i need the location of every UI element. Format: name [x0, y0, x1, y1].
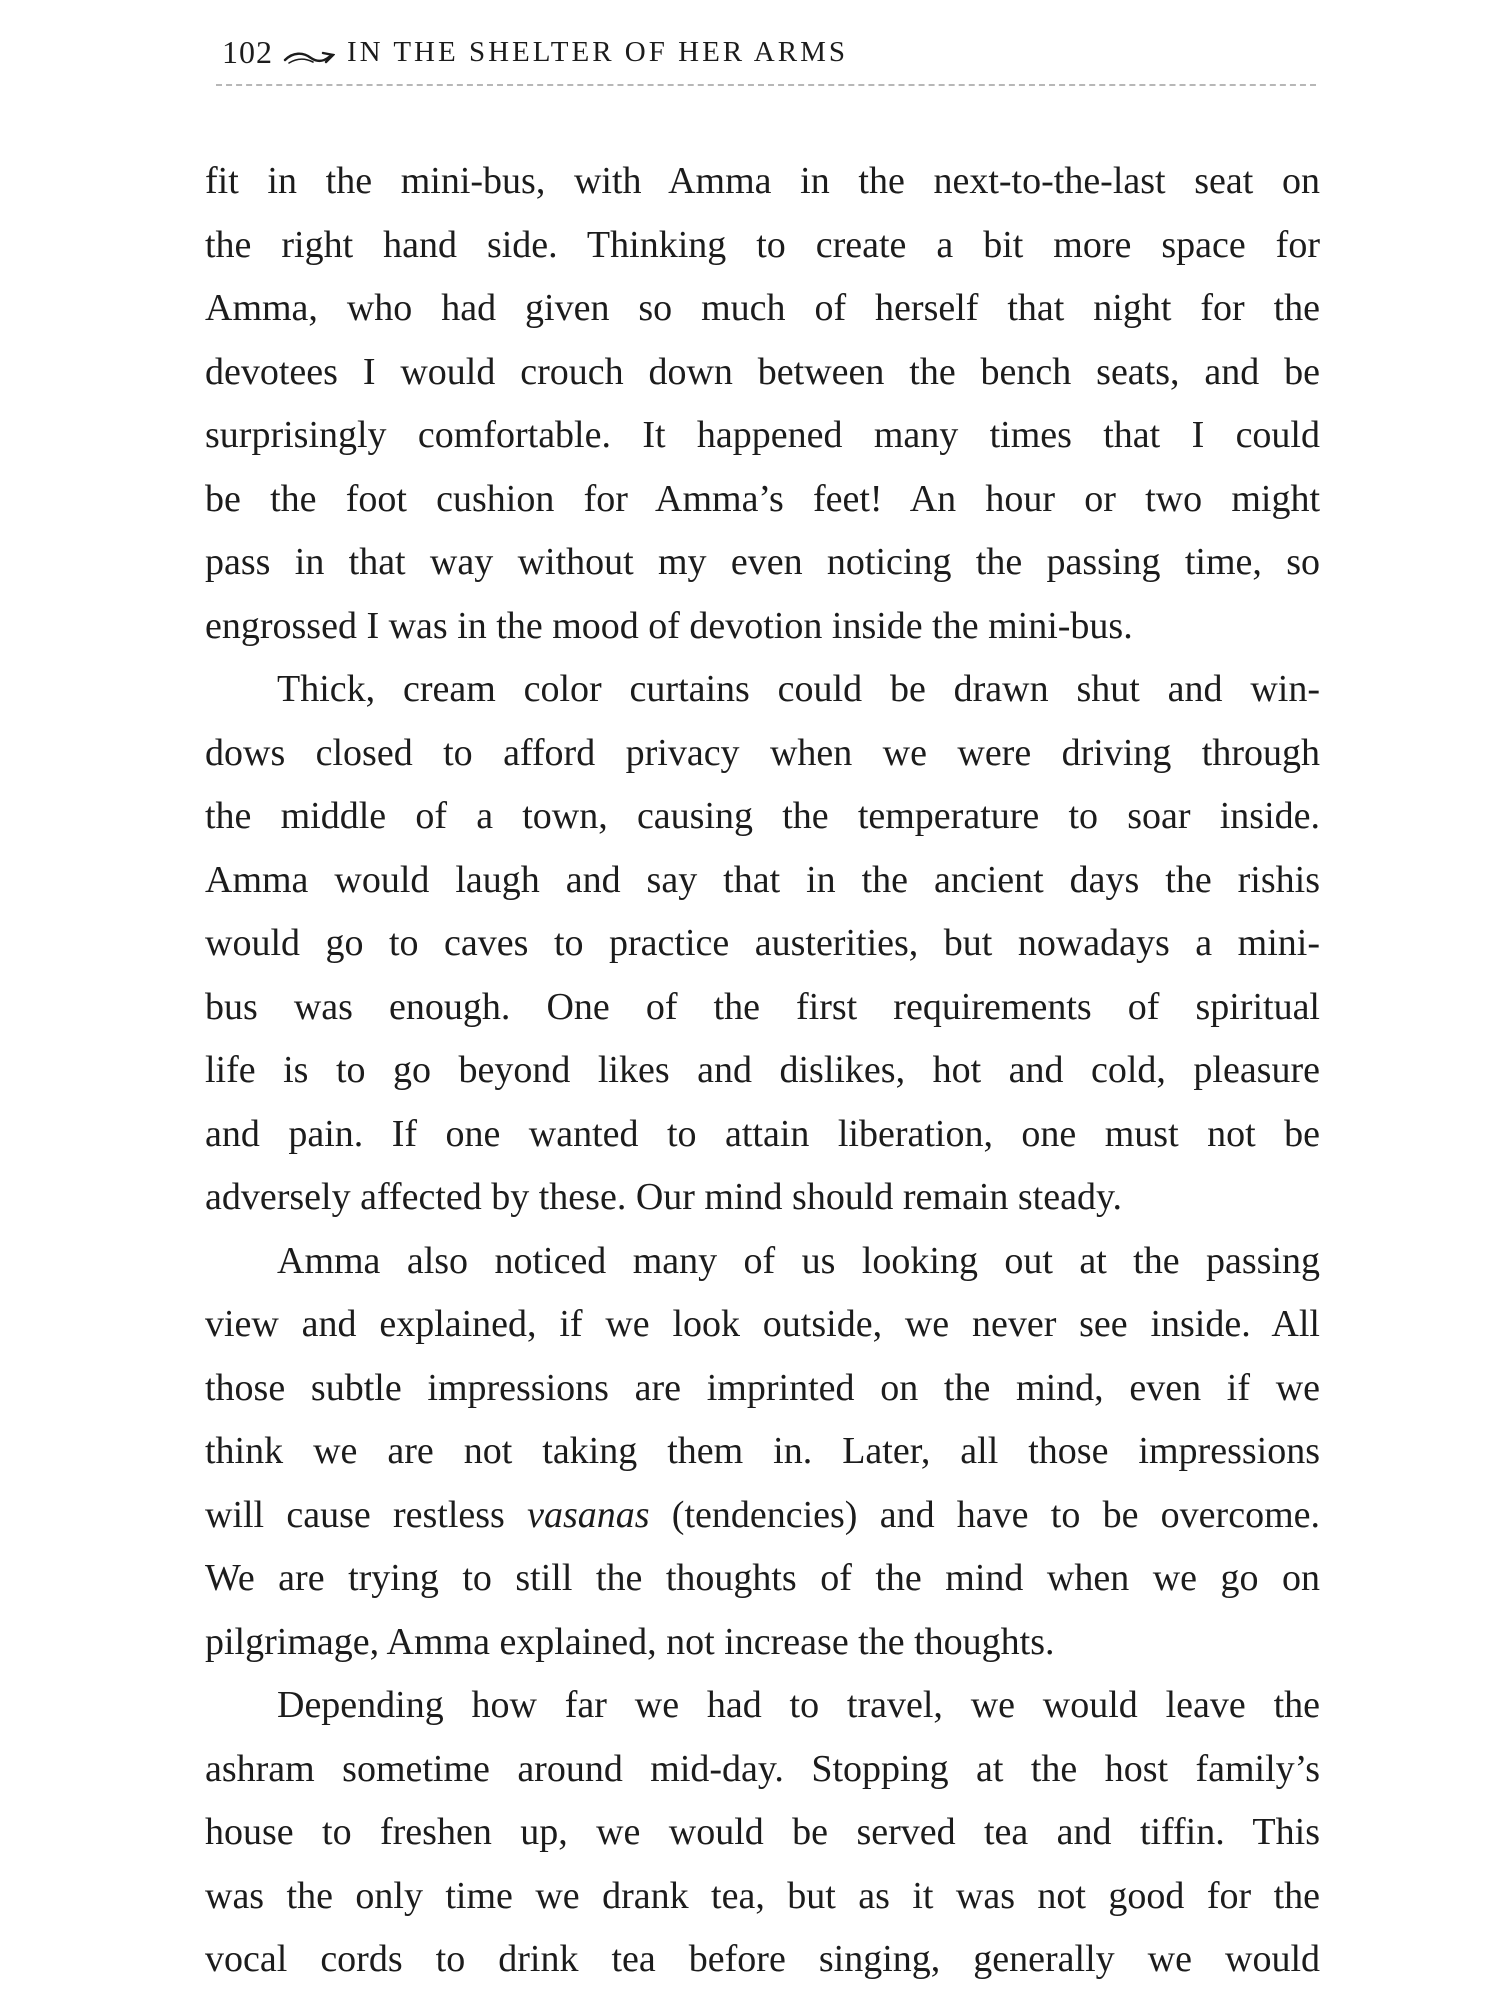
text-line: We are trying to still the thoughts of the mind when we go on	[205, 1557, 1320, 1599]
text-line: vocal cords to drink tea before singing, generally we would	[205, 1938, 1320, 1980]
text-line: surprisingly comfortable. It happened many times that I could	[205, 414, 1320, 456]
text-line: dows closed to afford privacy when we were driving through	[205, 731, 1320, 774]
page-number: 102	[222, 33, 273, 70]
text-line: would go to caves to practice austerities, but nowadays a mini-	[205, 922, 1320, 964]
text-line: fit in the mini-bus, with Amma in the next-to-the-last seat on	[205, 160, 1320, 202]
decorative-swash-icon	[283, 42, 335, 62]
text-line: house to freshen up, we would be served tea and tiffin. This	[205, 1811, 1320, 1853]
text-line: ashram sometime around mid-day. Stopping at the host family’s	[205, 1747, 1320, 1790]
text-line: think we are not taking them in. Later, all those impressions	[205, 1430, 1320, 1472]
text-line: bus was enough. One of the first requirements of spiritual	[205, 985, 1320, 1028]
text-line: engrossed I was in the mood of devotion inside the mini-bus.	[205, 604, 1133, 647]
text-line: pilgrimage, Amma explained, not increase the thoughts.	[205, 1620, 1055, 1663]
text-line: pass in that way without my even noticing the passing time, so	[205, 541, 1320, 583]
emphasized-term: vasanas	[527, 1493, 650, 1536]
running-head	[222, 28, 1312, 76]
text-line: Thick, cream color curtains could be drawn shut and win-	[277, 668, 1320, 710]
text-line: the right hand side. Thinking to create a bit more space for	[205, 223, 1320, 266]
text-segment: will cause restless	[205, 1493, 528, 1536]
text-line: those subtle impressions are imprinted on the mind, even if we	[205, 1366, 1320, 1409]
text-line: Amma, who had given so much of herself that night for the	[205, 287, 1320, 329]
header-divider	[216, 84, 1316, 86]
text-line: Amma also noticed many of us looking out at the passing	[277, 1239, 1320, 1282]
text-line-with-emphasis	[205, 1484, 1320, 1548]
text-line: adversely affected by these. Our mind should remain steady.	[205, 1176, 1122, 1218]
text-line: be the foot cushion for Amma’s feet! An hour or two might	[205, 477, 1320, 520]
text-line: was the only time we drank tea, but as it was not good for the	[205, 1874, 1320, 1917]
text-line: Depending how far we had to travel, we would leave the	[277, 1684, 1320, 1726]
text-segment: (tendencies) and have to be overcome.	[649, 1493, 1320, 1536]
text-line: view and explained, if we look outside, we never see inside. All	[205, 1303, 1320, 1345]
text-line: and pain. If one wanted to attain liberation, one must not be	[205, 1112, 1320, 1155]
text-line: the middle of a town, causing the temperature to soar inside.	[205, 795, 1320, 837]
text-line: Amma would laugh and say that in the ancient days the rishis	[205, 858, 1320, 901]
body-text	[205, 150, 1320, 1992]
text-line: life is to go beyond likes and dislikes, hot and cold, pleasure	[205, 1049, 1320, 1091]
running-head-title: IN THE SHELTER OF HER ARMS	[347, 35, 848, 68]
text-line: devotees I would crouch down between the bench seats, and be	[205, 350, 1320, 393]
